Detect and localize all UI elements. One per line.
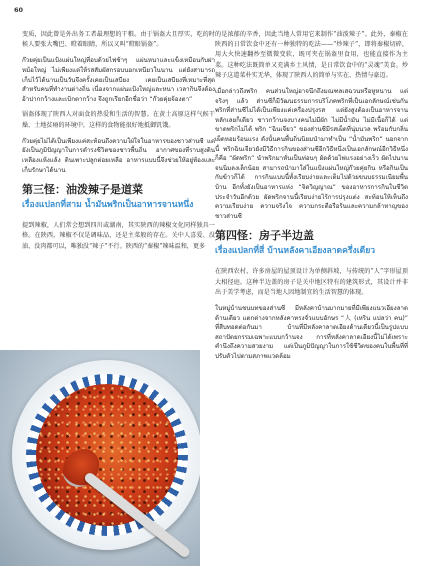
section-title-th: เรื่องแปลกที่สาม น้ำมันพริกเป็นอาหารจานหนึ่ง [22, 200, 194, 211]
paragraph-zh: 的是浓郁的辛香，因此当地人常用它来制作“油泼辣子”。此外，秦椒在陕西的日常饮食中还有一种独特的吃法——“炒辣子”，即将秦椒切碎，用大火快速翻炒至微微变软，既可夹在锅盔里食用，也能直接作为主菜。这种吃法既简单又充满乡土风情，是日常饮食中的“灵魂”美食。炒辣子这道菜朴实无华，体现了陕西人的简单与实在、热情与豪迈。 [215, 31, 408, 79]
section-title-th: เรื่องแปลกที่สี่ บ้านหลังคาเอียงลาดครึ่งเดียว [215, 246, 376, 257]
paragraph-th: ก๊วยคุ่ยไม่ได้เป็นเพียงแค่สะท้อนถึงความใฝ่ใจในอาหารของชาวส่านซี แต่ยังเป็นภูมิปัญญาในการดำรงชีวิตของชาวพื้นถิ่น อากาศของที่ราบสูงดินเหลืองแห้งแล้ง ดินเพาะปลูกต่อยเหลือ อาหารแบบนี้จึงช่วยให้อยู่ท้องและเก็บรักษาได้นาน [22, 137, 215, 174]
right-column [215, 30, 408, 368]
paragraph-zh: 变质，因此曾是外出务工者最理想的干粮。由于锅盔大且厚实，吃的时候人要张大嘴巴、瞪着眼睛，所以又叫“瞪眼锅盔”。 [22, 31, 215, 49]
section-title-zh: 第四怪：房子半边盖 [215, 229, 314, 243]
chili-seeds [36, 384, 178, 526]
paragraph-th: เมื่อกล่าวถึงพริก คนส่วนใหญ่อาจนึกถึงมณฑลเสฉวนหรือหูหนาน แต่จริงๆ แล้ว ส่านซีก็มีวัฒนธรรมการบริโภคพริกที่เป็นเอกลักษณ์เช่นกัน พริกที่ส่านซีไม่ได้เป็นเพียงแค่เครื่องปรุงรส แต่ยังสูงต้องเป็นอาหารจานหลักเลยก็เดียว ชาวกว้านจงบางคนไม่มีผัก ไม่มีน้ำมัน ไม่มีเนื้อก็ได้ แต่ขาดพริกไม่ได้ พริก “ฉินเจียว” ของส่านซีมีรสเผ็ดที่นุ่มนวล พร้อมกับกลิ่นเผ็ดหอมร้อนแรง ดังนั้นคนพื้นถิ่นนิยมนำมาทำเป็น “น้ำมันพริก” นอกจากนี้ พริกฉินเจียวยังมีวิธีการกินของส่านซีอีกวิธีหนึ่งเป็นเอกลักษณ์อีกวิธีหนึ่ง ก็คือ “ผัดพริก” นำพริกมาหั่นเป็นท่อนๆ ผัดด้วยไฟแรงอย่างเร็ว ผัดไปนานจนนิ่มลงเล็กน้อย สามารถนำมาใส่ในแป้งแผ่นใหญ่ก๊วยคุ่ยกิน หรือกินเป็นกับข้าวก็ได้ การกินแบบนี้ทั้งเรียบง่ายและเต็มไปด้วยขนบธรรมเนียมพื้นบ้าน อีกทั้งยังเป็นอาหารแห่ง “จิตวิญญาณ” ของอาหารการกินในชีวิตประจำวันอีกด้วย ผัดพริกจานนี้เรียบง่ายไร้การปรุงแต่ง สะท้อนให้เห็นถึงความเรียบง่าย ความจริงใจ ความกระตือรือร้นและความกล้าหาญของชาวส่านซี [215, 88, 408, 220]
paragraph-zh: 提到辣椒，人们常会想到四川或湖南，其实陕西的辣椒文化同样独具一格。在陕西，辣椒不仅是调味品，还是主菜般的存在。关中人喜爱、没油、没肉都可以，唯独没“辣子”不行。陕西的“秦椒”辣味温和，更多 [22, 222, 215, 250]
paragraph-th: ก๊วยคุ่ยเป็นแป้งแผ่นใหญ่ที่อบด้วยไฟช้าๆ แผ่นหนาและแข็งเหมือนกับฝาหม้อใหญ่ ไม่เพียงแต่ให้รสสัมผัสกรอบนอกเหนียวในนาน แต่ยังสามารถเก็บไว้ได้นานเป็นวันจึงครั้งเคยเป็นเสบียง เคยเป็นเสบียงที่เหมาะที่สุดสำหรับคนที่ทำงานต่างถิ่น เนื่องจากแผ่นแป้งใหญ่และหนา เวลากินจึงต้องอ้าปากกว้างและเบิกตากว้าง จึงถูกเรียกอีกชื่อว่า “ก๊วยคุ่ยจ้องตา” [22, 57, 215, 103]
section-title-zh: 第三怪：油泼辣子是道菜 [22, 183, 143, 197]
chili-oil-photo [0, 350, 200, 566]
paragraph-zh: 锅盔体现了陕西人对面食的热爱和生活的智慧。在黄土高原这样气候干燥、土地贫瘠的环境中，这样的食物能很好地抵御饥饿。 [22, 111, 215, 129]
paragraph-th: ในหมู่บ้านชนบทของส่านซี มีหลังคาบ้านมากมายที่มีเพียงแนวเอียงลาดด้านเดียว แตกต่างจากหลังคาทรงจั่วแบบอักษร “人 (เหริน แปลว่า คน)” ที่สืบทอดต่อกันมา บ้านที่มีหลังคาลาดเอียงด้านเดียวนี้เป็นรูปแบบสถาปัตยกรรมเฉพาะแบบกว้านจง การที่หลังคาลาดเอียงนี้ไม่ได้เพราะคำนึงถึงความสวยงาม แต่เป็นภูมิปัญญาในการใช้ชีวิตของคนในพื้นที่ที่ปรับตัวไปตามสภาพแวดล้อม [215, 304, 408, 360]
paragraph-zh: 在陕西农村，许多房屋的屋顶设计为单侧斜坡，与传统的“人”字形屋顶大相径庭。这种半边盖的房子是关中地区特有的建筑形式，其设计并非出于美学考虑，而是当地人因地制宜的生活智慧的体现。 [215, 268, 408, 296]
bowl-image [12, 360, 200, 550]
page-number: 60 [14, 6, 24, 14]
left-column [22, 30, 215, 258]
